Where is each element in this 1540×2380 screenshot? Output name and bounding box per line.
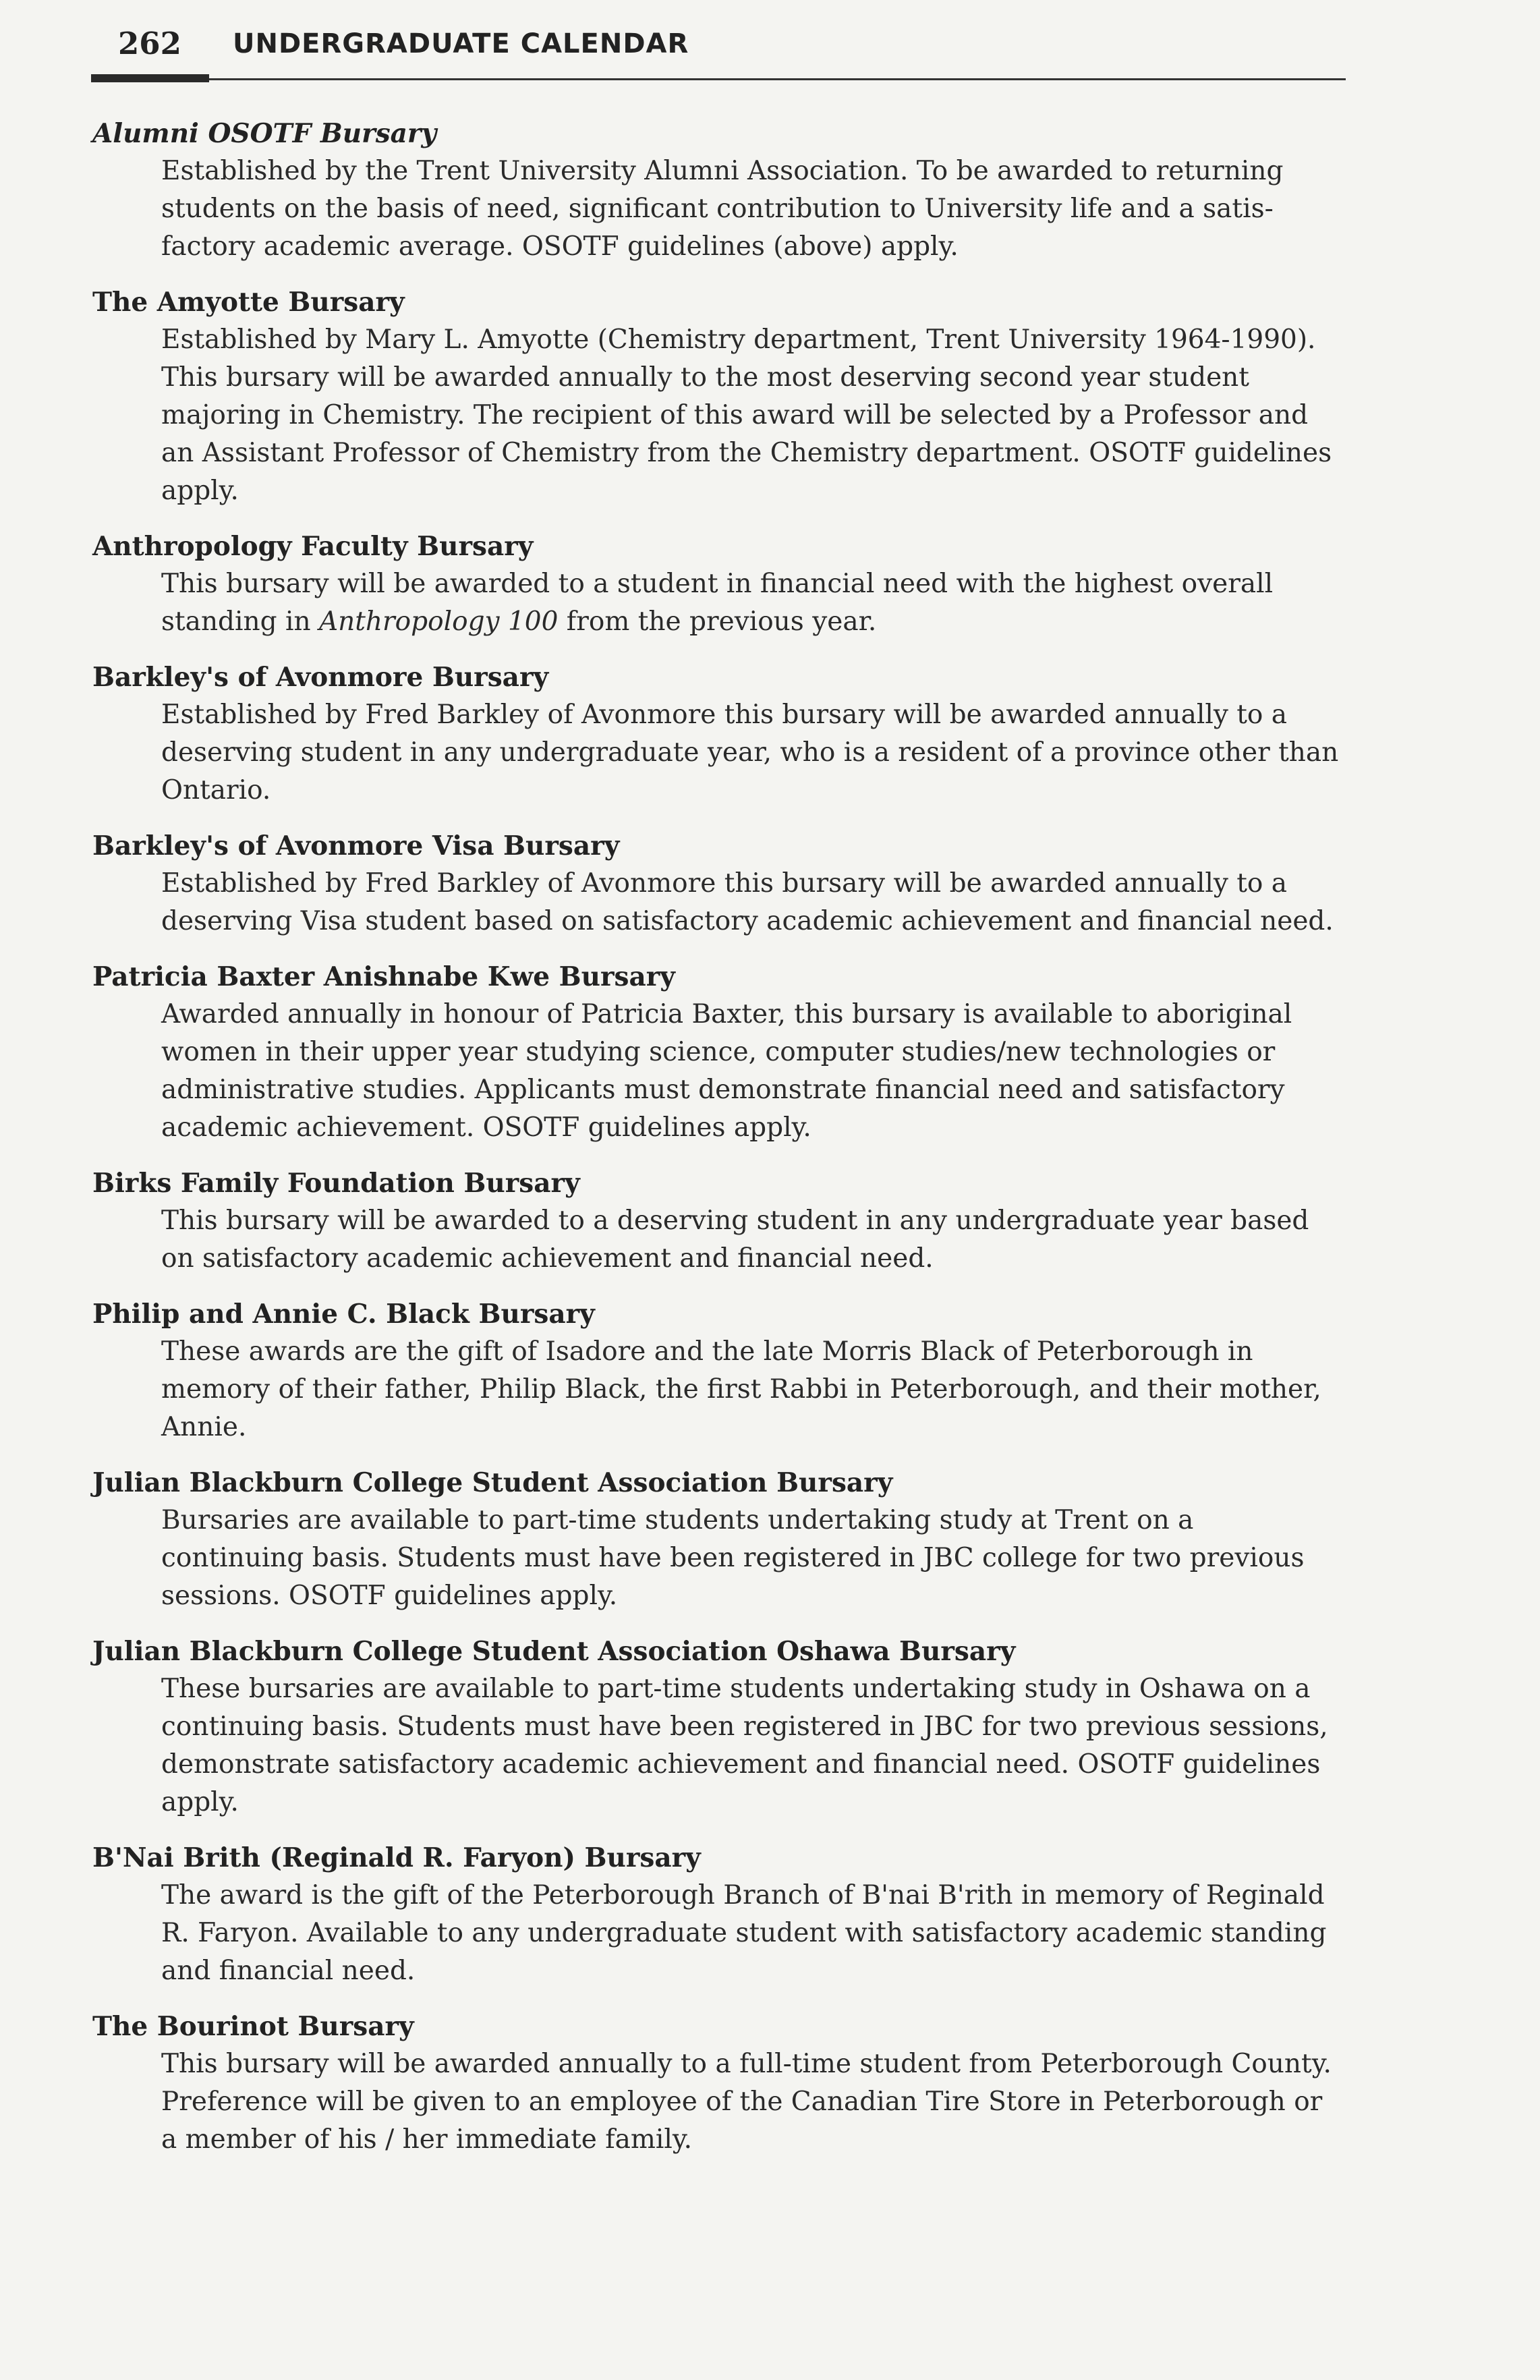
description-text: This bursary will be awarded to a student in financial need with the highest overall standing in	[161, 569, 1274, 637]
bursary-description: Established by the Trent University Alumni Association. To be awarded to returning students on the basis of need, significant contribution to University life and a satis-factory academic average. OSOTF guidelines (above) apply.	[161, 156, 1284, 262]
bursary-title: Philip and Annie C. Black Bursary	[92, 1299, 595, 1330]
bursary-description: This bursary will be awarded annually to a full-time student from Peterborough County. Preference will be given to an employee of the Canadian Tire Store in Peterborough or a member of his / her immediate family.	[161, 2049, 1332, 2155]
running-head: UNDERGRADUATE CALENDAR	[233, 28, 689, 59]
bursary-description: Established by Fred Barkley of Avonmore this bursary will be awarded annually to a deserving student in any undergraduate year, who is a resident of a province other than Ontario.	[161, 700, 1339, 805]
header-rule	[91, 78, 1346, 80]
bursary-entry	[92, 115, 1347, 266]
header-rule-accent	[91, 74, 209, 82]
bursary-title: Patricia Baxter Anishnabe Kwe Bursary	[92, 961, 675, 992]
bursary-title: Barkley's of Avonmore Bursary	[92, 662, 549, 693]
course-name: Anthropology 100	[318, 606, 559, 637]
bursary-title: B'Nai Brith (Reginald R. Faryon) Bursary	[92, 1842, 701, 1873]
bursary-entry	[92, 1839, 1347, 1990]
bursary-entry	[92, 1164, 1347, 1278]
bursary-description: The award is the gift of the Peterborough Branch of B'nai B'rith in memory of Reginald R. Faryon. Available to any undergraduate student with satisfactory academic standing and financial need.	[161, 1880, 1327, 1986]
bursary-title: Birks Family Foundation Bursary	[92, 1168, 580, 1199]
bursary-title: Julian Blackburn College Student Association Bursary	[92, 1467, 893, 1498]
page-number: 262	[118, 26, 181, 61]
bursary-description	[161, 565, 1342, 641]
bursary-entry	[92, 283, 1347, 510]
bursary-title: Alumni OSOTF Bursary	[92, 118, 437, 149]
bursary-description: This bursary will be awarded to a deserving student in any undergraduate year based on satisfactory academic achievement and financial need.	[161, 1206, 1309, 1274]
bursary-title: The Amyotte Bursary	[92, 287, 405, 318]
bursary-entry	[92, 827, 1347, 940]
bursary-list	[92, 115, 1347, 2176]
description-text: from the previous year.	[558, 606, 877, 637]
bursary-entry	[92, 2008, 1347, 2159]
bursary-description: Bursaries are available to part-time students undertaking study at Trent on a continuing basis. Students must have been registered in JBC college for two previous sessions. OSOTF guidelines apply.	[161, 1505, 1305, 1611]
bursary-entry	[92, 1295, 1347, 1446]
bursary-entry	[92, 1633, 1347, 1821]
bursary-entry	[92, 658, 1347, 810]
bursary-description: Awarded annually in honour of Patricia Baxter, this bursary is available to aboriginal women in their upper year studying science, computer studies/new technologies or administrative studies. Applicants must demonstrate financial need and satisfactory academic achievement. OSOTF guidelines apply.	[161, 999, 1292, 1143]
page-header	[78, 26, 1346, 86]
bursary-title: Anthropology Faculty Bursary	[92, 531, 534, 562]
bursary-title: Julian Blackburn College Student Association Oshawa Bursary	[92, 1636, 1016, 1667]
bursary-entry	[92, 958, 1347, 1147]
bursary-entry	[92, 1464, 1347, 1615]
bursary-title: The Bourinot Bursary	[92, 2011, 414, 2042]
bursary-entry	[92, 528, 1347, 641]
bursary-description: Established by Mary L. Amyotte (Chemistry department, Trent University 1964-1990). This bursary will be awarded annually to the most deserving second year student majoring in Chemistry. The recipient of this award will be selected by a Professor and an Assistant Professor of Chemistry from the Chemistry department. OSOTF guidelines apply.	[161, 324, 1332, 506]
bursary-description: These bursaries are available to part-time students undertaking study in Oshawa on a continuing basis. Students must have been registered in JBC for two previous sessions, demonstrate satisfactory academic achievement and financial need. OSOTF guidelines apply.	[161, 1674, 1328, 1817]
bursary-description: Established by Fred Barkley of Avonmore this bursary will be awarded annually to a deserving Visa student based on satisfactory academic achievement and financial need.	[161, 868, 1334, 936]
bursary-description: These awards are the gift of Isadore and the late Morris Black of Peterborough in memory of their father, Philip Black, the first Rabbi in Peterborough, and their mother, Annie.	[161, 1336, 1321, 1442]
bursary-title: Barkley's of Avonmore Visa Bursary	[92, 830, 620, 861]
